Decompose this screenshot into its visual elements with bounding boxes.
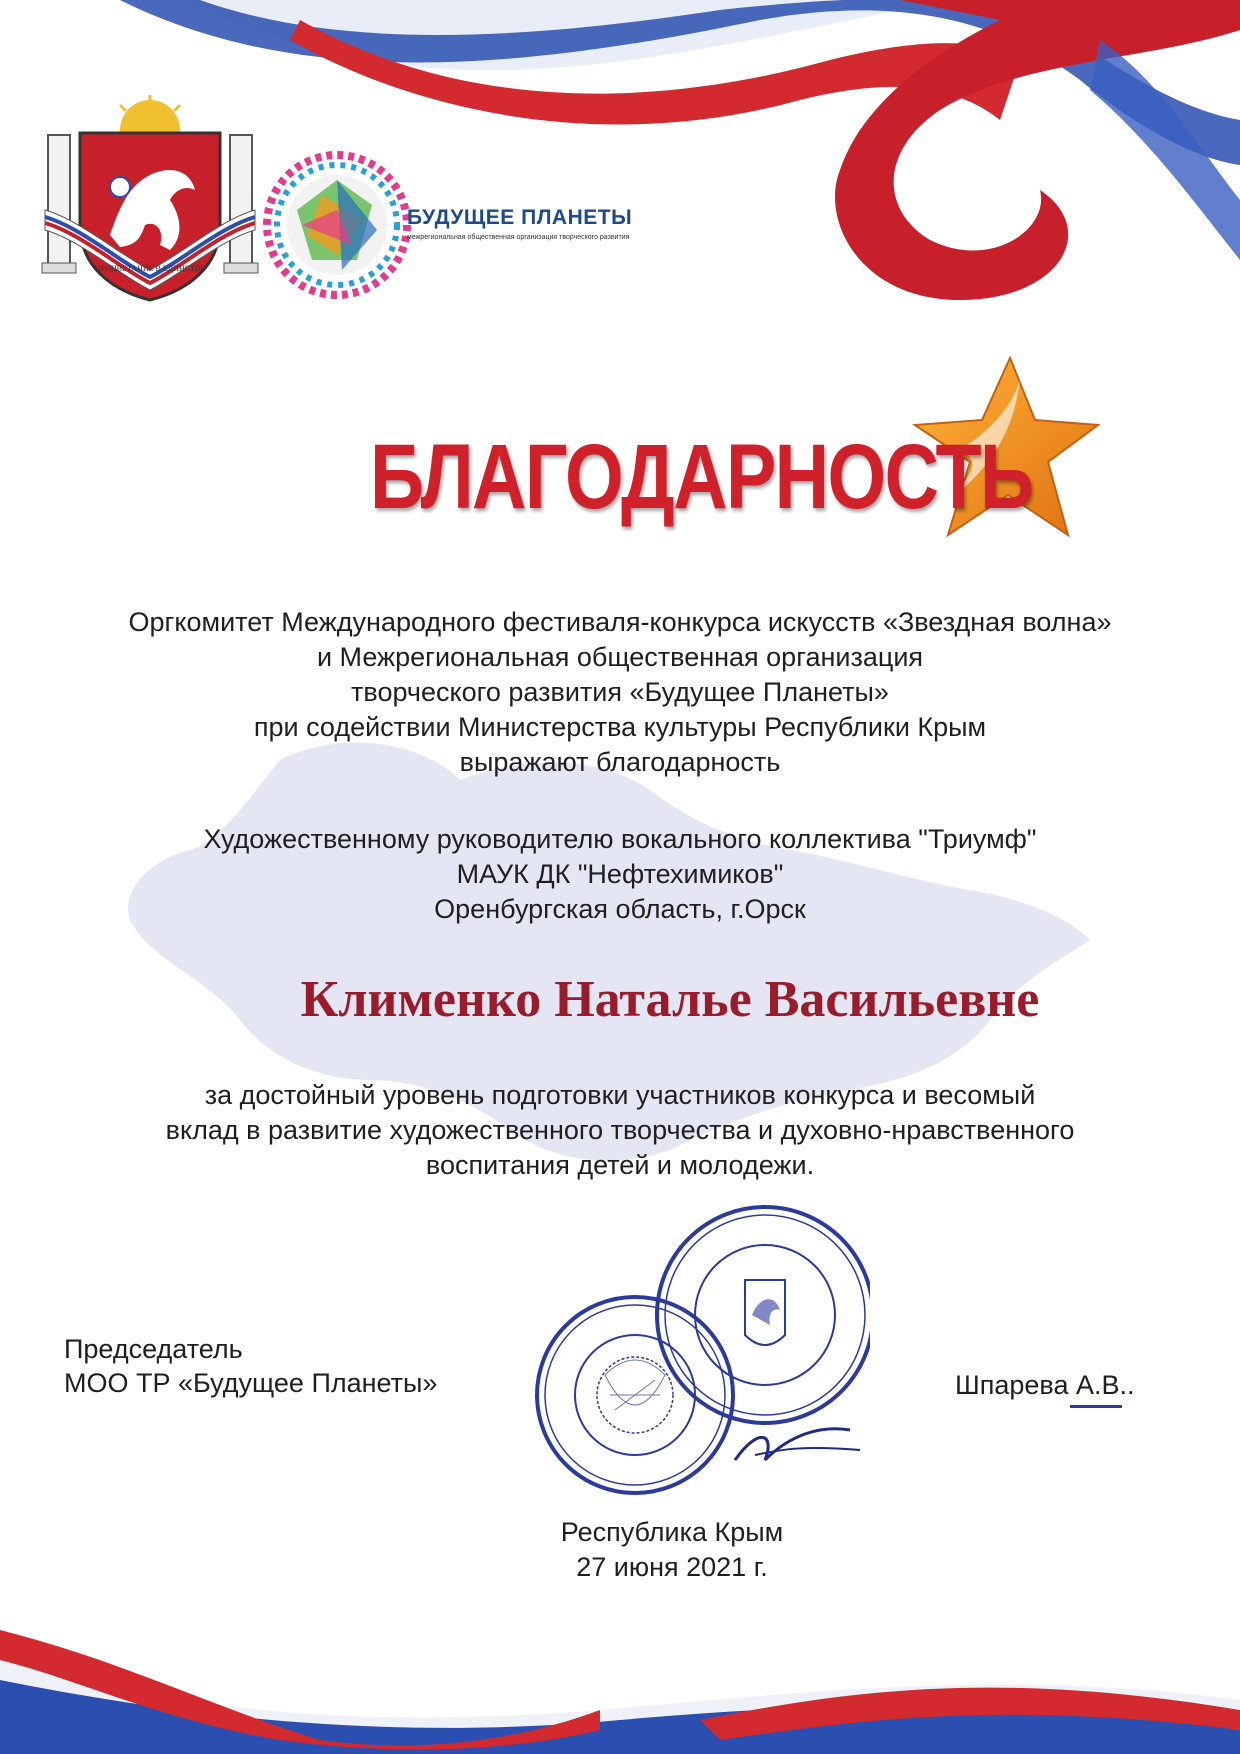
reason-line: вклад в развитие художественного творчества и духовно-нравственного <box>165 1115 1075 1145</box>
recipient-block <box>0 822 1240 927</box>
signer-name: Шпарева А.В.. <box>955 1370 1135 1400</box>
bottom-ribbon-decoration <box>0 1590 1240 1754</box>
org-logo-tagline: межрегиональная общественная организация творческого развития <box>407 234 630 241</box>
org-logo-name: БУДУЩЕЕ ПЛАНЕТЫ <box>407 206 633 229</box>
recipient-line: Художественному руководителю вокального коллектива "Триумф" <box>203 824 1037 854</box>
position-line: Председатель <box>64 1334 243 1364</box>
position-line: МОО ТР «Будущее Планеты» <box>64 1368 438 1398</box>
intro-line: выражают благодарность <box>459 747 781 777</box>
footer-block <box>52 1515 1240 1585</box>
signatory-position <box>64 1332 437 1400</box>
recipient-name: Клименко Наталье Васильевне <box>300 971 1040 1028</box>
crimea-motto: ПРОЦВЕТАНИЕ В ЕДИНСТВЕ <box>94 264 206 273</box>
recipient-line: Оренбургская область, г.Орск <box>434 894 806 924</box>
reason-block <box>0 1078 1240 1183</box>
signature-underline <box>1070 1405 1122 1408</box>
intro-line: и Межрегиональная общественная организация <box>316 642 924 672</box>
recipient-line: МАУК ДК "Нефтехимиков" <box>456 859 784 889</box>
page-title: БЛАГОДАРНОСТЬ <box>370 426 1033 528</box>
intro-line: творческого развития «Будущее Планеты» <box>351 677 889 707</box>
intro-line: Оргкомитет Международного фестиваля-конкурса искусств «Звездная волна» <box>128 607 1112 637</box>
footer-date: 27 июня 2021 г. <box>576 1552 768 1582</box>
crimea-coat-of-arms <box>40 95 260 305</box>
reason-line: за достойный уровень подготовки участников конкурса и весомый <box>204 1080 1036 1110</box>
official-stamp <box>530 1195 870 1505</box>
intro-block <box>0 605 1240 780</box>
intro-line: при содействии Министерства культуры Республики Крым <box>253 712 987 742</box>
org-logo <box>262 150 662 310</box>
reason-line: воспитания детей и молодежи. <box>425 1150 815 1180</box>
footer-place: Республика Крым <box>560 1517 784 1547</box>
planet-logo-icon <box>262 150 412 300</box>
